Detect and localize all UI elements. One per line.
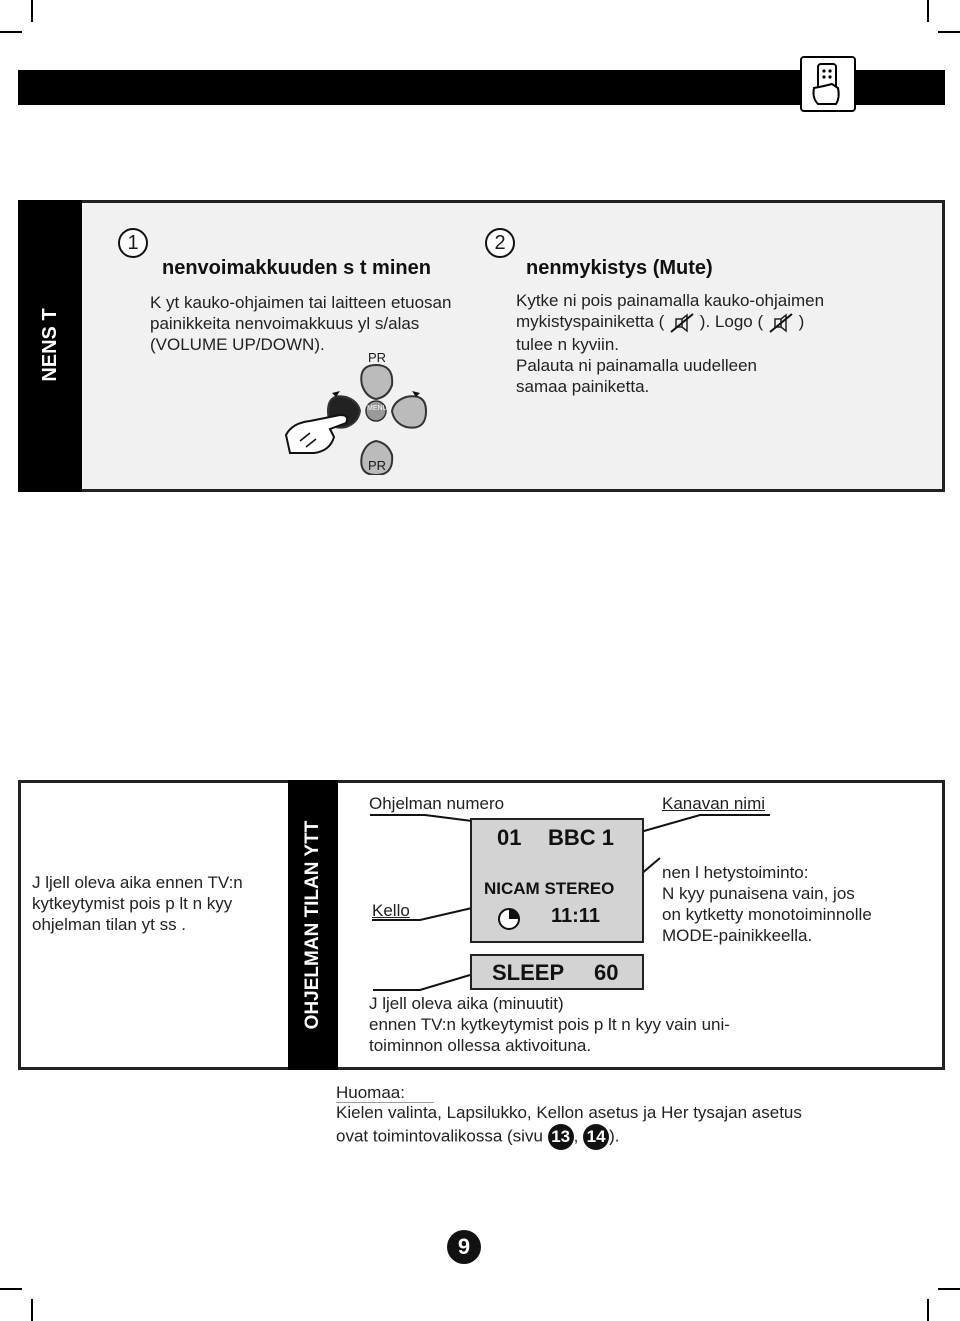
osd-sleep-value: 60 [594, 960, 619, 985]
clock-icon [497, 907, 521, 936]
pr-up-label: PR [368, 350, 387, 365]
channel-name-label: Kanavan nimi [662, 794, 766, 813]
note-line-1: Kielen valinta, Lapsilukko, Kellon asetus ja Her tysajan asetus [336, 1103, 802, 1122]
note-line-2: ovat toimintovalikossa (sivu 13 , 14 ). [336, 1124, 620, 1150]
osd-program-number: 01 [497, 825, 522, 850]
osd-sound-mode: NICAM STEREO [484, 879, 615, 898]
note-title: Huomaa: [336, 1083, 405, 1102]
volume-title: nenvoimakkuuden s t minen [162, 257, 431, 279]
page-ref-14: 14 [583, 1124, 609, 1150]
page-ref-13: 13 [548, 1124, 574, 1150]
step-1-badge: 1 [118, 228, 148, 258]
mute-title: nenmykistys (Mute) [526, 257, 713, 279]
menu-button-label: MENU [367, 405, 388, 412]
sound-mode-description: nen l hetystoiminto: N kyy punaisena vain, jos on kytketty monotoiminnolle MODE-painikkeella. [662, 863, 872, 945]
step-2-badge: 2 [485, 228, 515, 258]
sleep-description: J ljell oleva aika (minuutit) ennen TV:n kytkeytymist pois p lt n kyy vain uni- toiminnon ollessa aktivoituna. [369, 994, 730, 1055]
osd-time: 11:11 [551, 905, 600, 927]
page-number: 9 [447, 1230, 481, 1264]
pr-down-label: PR [368, 458, 387, 473]
mute-text: Kytke ni pois painamalla kauko-ohjaimen mykistyspainiketta ( ). Logo ( ) tulee n kyviin. Palauta ni painamalla uudelleen samaa painiketta. [516, 291, 825, 396]
status-description: J ljell oleva aika ennen TV:n kytkeytymist pois p lt n kyy ohjelman tilan yt ss . [32, 873, 243, 934]
volume-text: K yt kauko-ohjaimen tai laitteen etuosan painikkeita nenvoimakkuus yl s/alas (VOLUME UP/DOWN). [150, 293, 452, 354]
clock-label: Kello [372, 901, 410, 920]
program-number-label: Ohjelman numero [369, 794, 505, 813]
osd-channel-name: BBC 1 [548, 825, 615, 850]
status-side-label: OHJELMAN TILAN YTT [302, 820, 323, 1030]
sound-side-label: NENS T [39, 308, 61, 382]
osd-sleep-label: SLEEP [492, 960, 565, 985]
